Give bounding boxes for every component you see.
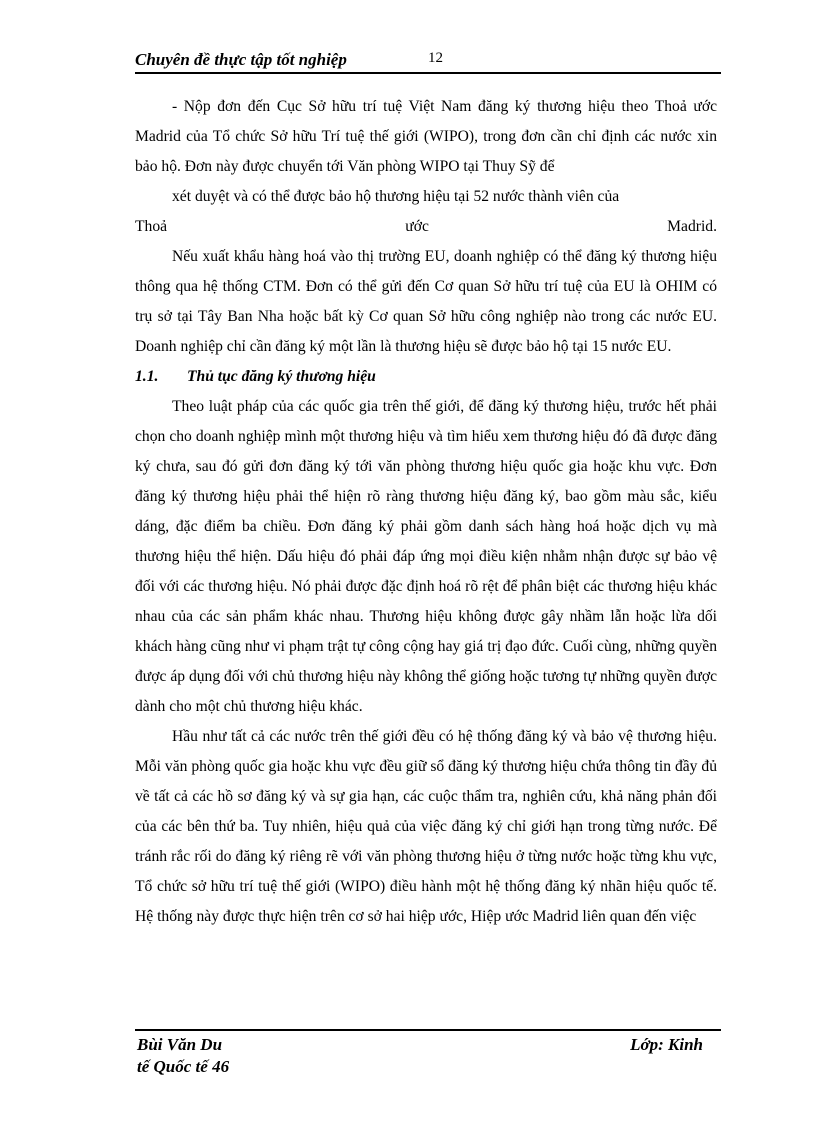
- page-number: 12: [428, 50, 443, 66]
- paragraph-4: Hầu như tất cả các nước trên thế giới đều có hệ thống đăng ký và bảo vệ thương hiệu. Mỗi văn phòng quốc gia hoặc khu vực đều giữ sổ đăng ký thương hiệu chứa thông tin đầy đủ về tất cả các hồ sơ đăng ký và sự gia hạn, các cuộc thẩm tra, nghiên cứu, khả năng phản đối của các bên thứ ba. Tuy nhiên, hiệu quả của việc đăng ký chỉ giới hạn trong từng nước. Để tránh rắc rối do đăng ký riêng rẽ với văn phòng thương hiệu ở từng nước hoặc từng khu vực, Tổ chức sở hữu trí tuệ thế giới (WIPO) điều hành một hệ thống đăng ký nhãn hiệu quốc tế. Hệ thống này được thực hiện trên cơ sở hai hiệp ước, Hiệp ước Madrid liên quan đến việc: [135, 728, 717, 925]
- section-heading: [135, 362, 717, 392]
- author-name: Bùi Văn Du: [137, 1035, 223, 1054]
- page-footer: [135, 1029, 721, 1076]
- paragraph-1-continuation: xét duyệt và có thể được bảo hộ thương hiệu tại 52 nước thành viên của: [172, 188, 620, 205]
- class-label-continuation: tế Quốc tế 46: [137, 1057, 230, 1076]
- paragraph-3: Theo luật pháp của các quốc gia trên thế giới, để đăng ký thương hiệu, trước hết phải chọn cho doanh nghiệp mình một thương hiệu và tìm hiểu xem thương hiệu đó đã được đăng ký chưa, sau đó gửi đơn đăng ký tới văn phòng thương hiệu quốc gia hoặc khu vực. Đơn đăng ký thương hiệu phải thể hiện rõ ràng thương hiệu đăng ký, bao gồm màu sắc, kiểu dáng, đặc điểm ba chiều. Đơn đăng ký phải gồm danh sách hàng hoá hoặc dịch vụ mà thương hiệu thể hiện. Dấu hiệu đó phải đáp ứng mọi điều kiện nhằm nhận được sự bảo vệ đối với các thương hiệu. Nó phải được đặc định hoá rõ rệt để phân biệt các thương hiệu khác nhau của các sản phẩm khác nhau. Thương hiệu không được gây nhầm lẫn hoặc lừa dối khách hàng cũng như vi phạm trật tự công cộng hay giá trị đạo đức. Cuối cùng, những quyền được áp dụng đối với chủ thương hiệu này không thể giống hoặc tương tự những quyền được dành cho một chủ thương hiệu khác.: [135, 398, 717, 715]
- document-body: [135, 92, 717, 932]
- document-title: Chuyên đề thực tập tốt nghiệp: [135, 50, 347, 69]
- paragraph-2: Nếu xuất khẩu hàng hoá vào thị trường EU, doanh nghiệp có thể đăng ký thương hiệu thông qua hệ thống CTM. Đơn có thể gửi đến Cơ quan Sở hữu trí tuệ của EU là OHIM có trụ sở tại Tây Ban Nha hoặc bất kỳ Cơ quan Sở hữu công nghiệp nào trong các nước EU. Doanh nghiệp chỉ cần đăng ký một lần là thương hiệu sẽ được bảo hộ tại 15 nước EU.: [135, 248, 717, 355]
- word-uoc: ước: [405, 218, 429, 235]
- section-title: Thủ tục đăng ký thương hiệu: [187, 368, 376, 385]
- page-header: [135, 48, 721, 74]
- paragraph-1-last-line: [135, 212, 717, 242]
- word-thoa: Thoả: [135, 218, 168, 235]
- word-madrid: Madrid.: [667, 218, 717, 235]
- section-number: 1.1.: [135, 368, 159, 385]
- class-label: Lớp: Kinh: [630, 1035, 703, 1054]
- paragraph-1: - Nộp đơn đến Cục Sở hữu trí tuệ Việt Nam đăng ký thương hiệu theo Thoả ước Madrid của Tổ chức Sở hữu Trí tuệ thế giới (WIPO), trong đơn cần chỉ định các nước xin bảo hộ. Đơn này được chuyển tới Văn phòng WIPO tại Thuy Sỹ để: [135, 98, 717, 175]
